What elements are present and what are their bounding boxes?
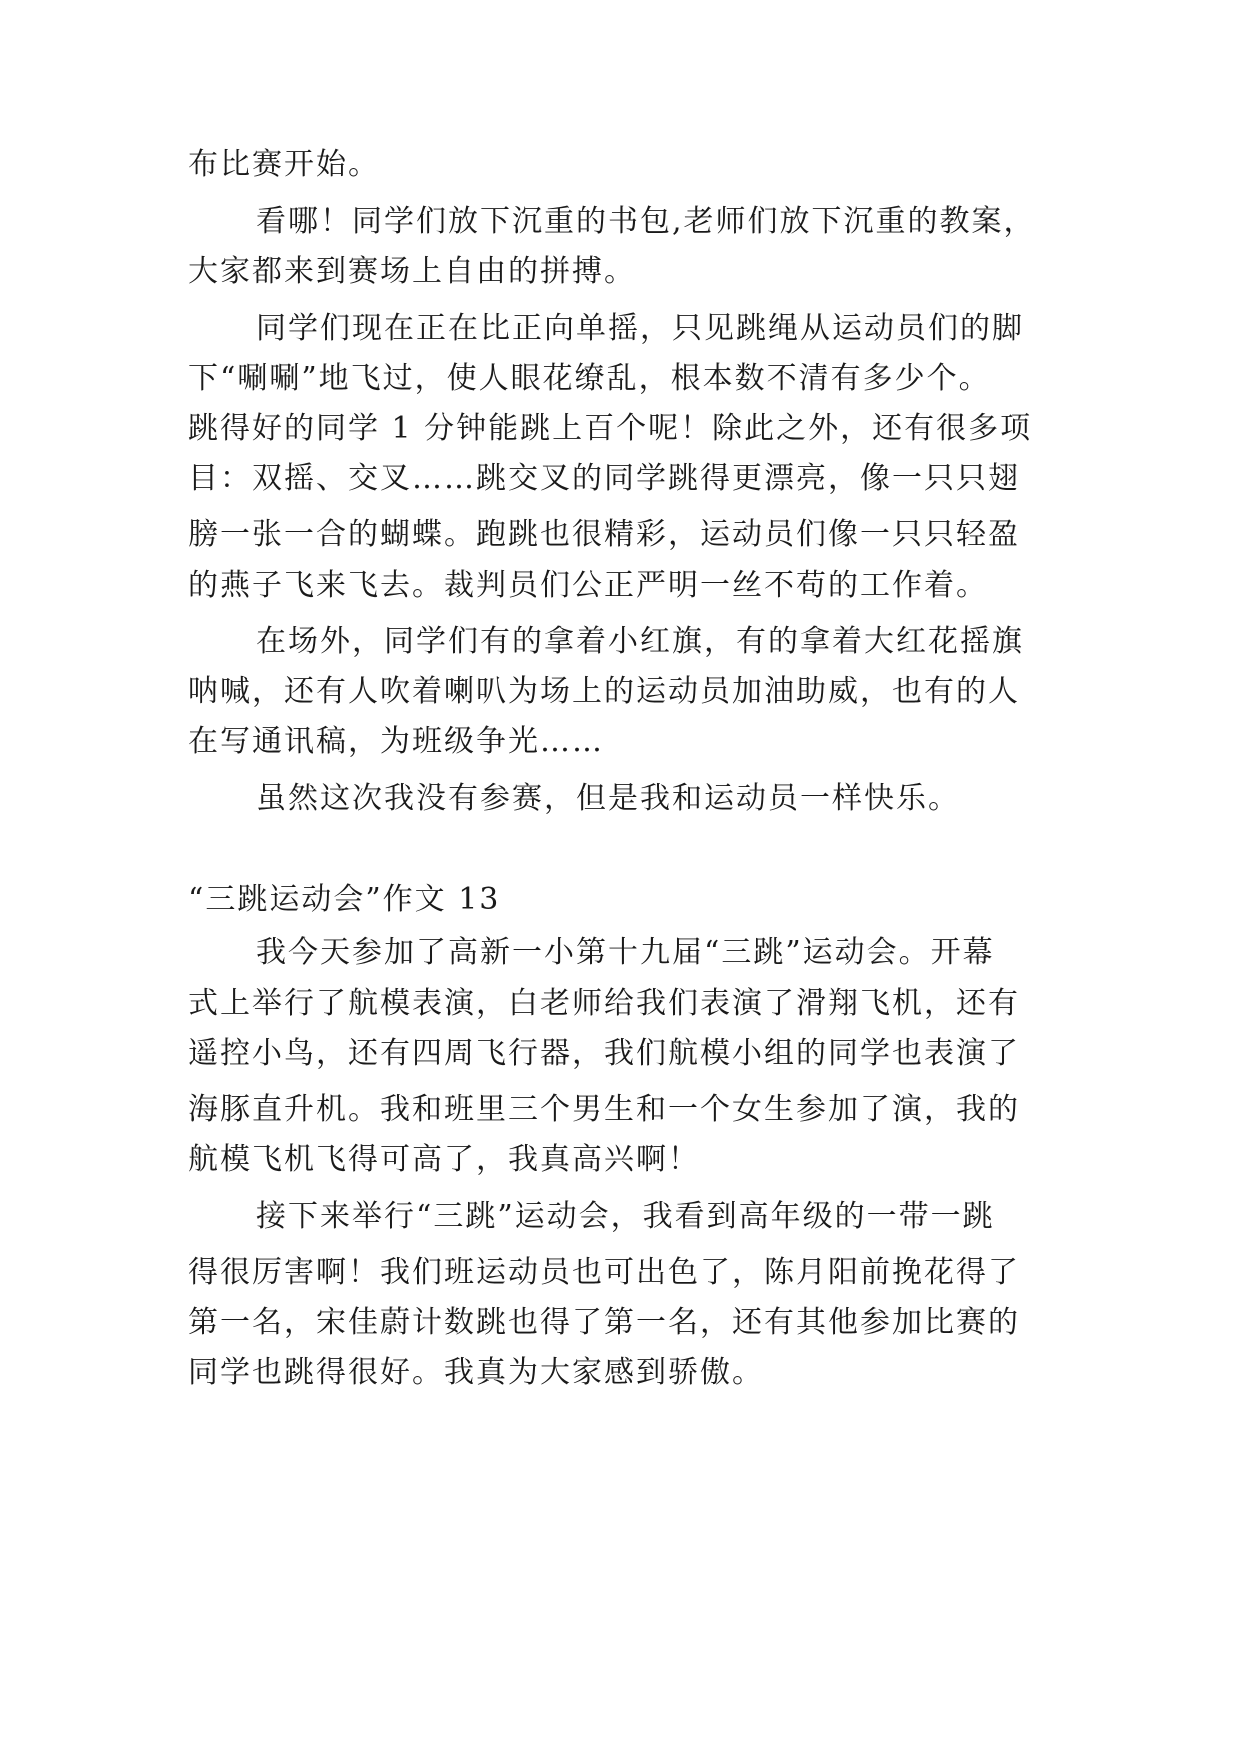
section-title: “三跳运动会”作文 13 xyxy=(188,882,501,917)
paragraph-line: 接下来举行“三跳”运动会，我看到高年级的一带一跳 xyxy=(256,1199,995,1234)
paragraph-line: 航模飞机飞得可高了，我真高兴啊！ xyxy=(188,1142,700,1177)
paragraph-line: 跳得好的同学 1 分钟能跳上百个呢！除此之外，还有很多项 xyxy=(188,411,1033,446)
paragraph-line: 虽然这次我没有参赛，但是我和运动员一样快乐。 xyxy=(256,781,960,816)
paragraph-line: 我今天参加了高新一小第十九届“三跳”运动会。开幕 xyxy=(256,935,995,970)
paragraph-line: 呐喊，还有人吹着喇叭为场上的运动员加油助威，也有的人 xyxy=(188,674,1020,709)
paragraph-line: 遥控小鸟，还有四周飞行器，我们航模小组的同学也表演了 xyxy=(188,1036,1020,1071)
paragraph-line: 下“唰唰”地飞过，使人眼花缭乱，根本数不清有多少个。 xyxy=(188,361,991,396)
paragraph-line: 看哪！同学们放下沉重的书包,老师们放下沉重的教案， xyxy=(256,204,1036,239)
paragraph-line: 式上举行了航模表演，白老师给我们表演了滑翔飞机，还有 xyxy=(188,986,1020,1021)
paragraph-line: 大家都来到赛场上自由的拼搏。 xyxy=(188,254,636,289)
paragraph-line: 的燕子飞来飞去。裁判员们公正严明一丝不苟的工作着。 xyxy=(188,568,988,603)
paragraph-line: 同学也跳得很好。我真为大家感到骄傲。 xyxy=(188,1355,764,1390)
paragraph-line: 第一名，宋佳蔚计数跳也得了第一名，还有其他参加比赛的 xyxy=(188,1305,1020,1340)
paragraph-line: 同学们现在正在比正向单摇，只见跳绳从运动员们的脚 xyxy=(256,311,1024,346)
paragraph-line: 在场外，同学们有的拿着小红旗，有的拿着大红花摇旗 xyxy=(256,624,1024,659)
paragraph-line: 得很厉害啊！我们班运动员也可出色了，陈月阳前挽花得了 xyxy=(188,1255,1020,1290)
paragraph-line: 在写通讯稿，为班级争光…… xyxy=(188,724,604,759)
paragraph-line: 目：双摇、交叉……跳交叉的同学跳得更漂亮，像一只只翅 xyxy=(188,461,1020,496)
paragraph-line: 海豚直升机。我和班里三个男生和一个女生参加了演，我的 xyxy=(188,1092,1020,1127)
paragraph-line: 布比赛开始。 xyxy=(188,147,380,182)
paragraph-line: 膀一张一合的蝴蝶。跑跳也很精彩，运动员们像一只只轻盈 xyxy=(188,517,1020,552)
